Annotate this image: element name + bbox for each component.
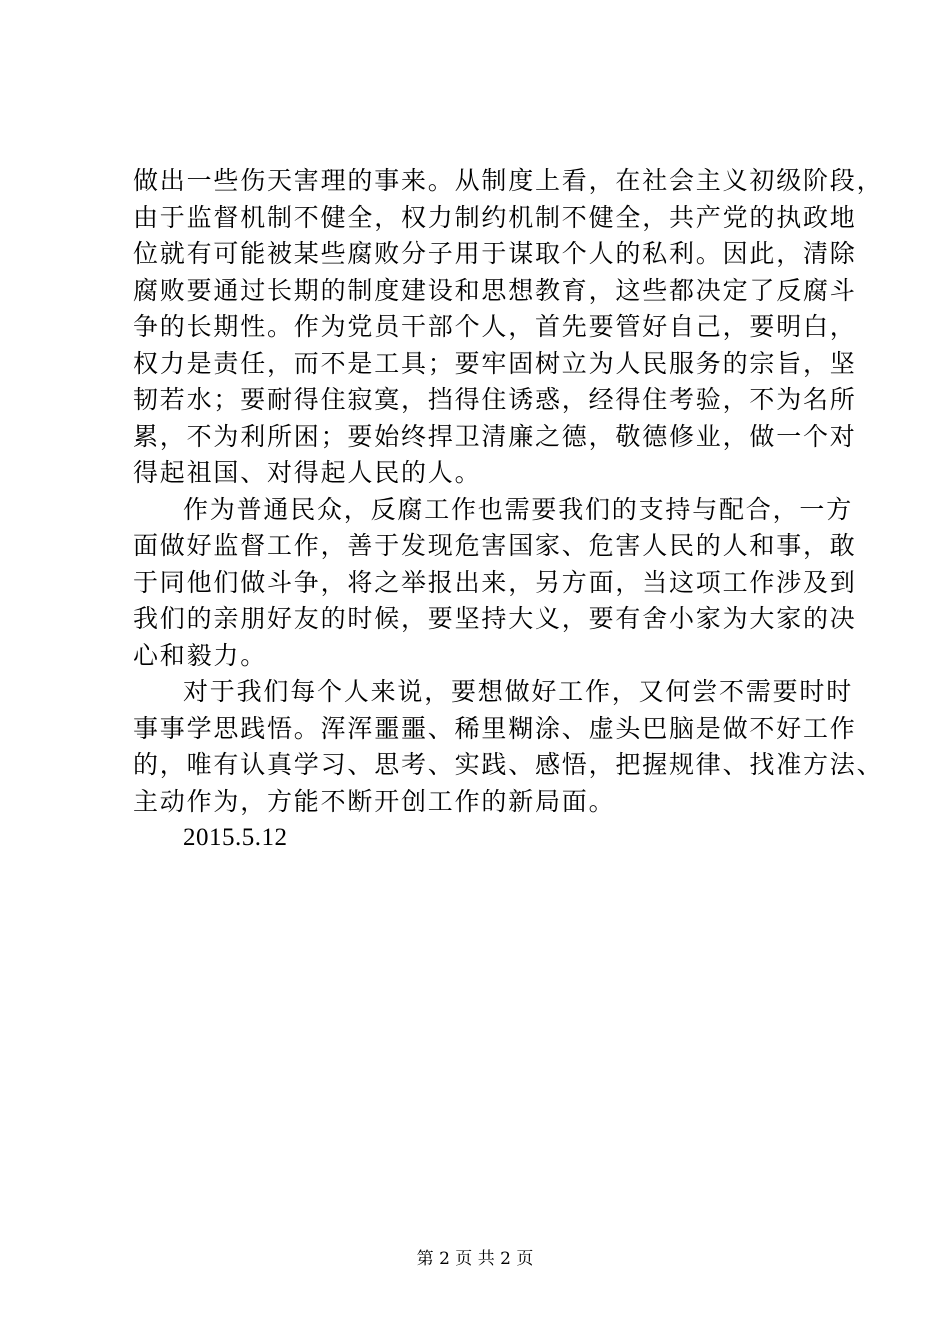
text-line: 腐败要通过长期的制度建设和思想教育，这些都决定了反腐斗 xyxy=(133,275,857,305)
page-footer: 第 2 页 共 2 页 xyxy=(416,1249,534,1269)
body-text xyxy=(133,163,884,857)
paragraph-start-line: 作为普通民众，反腐工作也需要我们的支持与配合，一方 xyxy=(183,494,854,524)
text-line: 主动作为，方能不断开创工作的新局面。 xyxy=(133,786,616,816)
text-line: 累，不为利所困；要始终捍卫清廉之德，敬德修业，做一个对 xyxy=(133,421,857,451)
text-line: 面做好监督工作，善于发现危害国家、危害人民的人和事，敢 xyxy=(133,531,857,560)
text-line: 做出一些伤天害理的事来。从制度上看，在社会主义初级阶段， xyxy=(133,166,884,195)
text-line: 争的长期性。作为党员干部个人，首先要管好自己，要明白， xyxy=(133,312,857,341)
text-line: 事事学思践悟。浑浑噩噩、稀里糊涂、虚头巴脑是做不好工作 xyxy=(133,713,857,743)
document-date: 2015.5.12 xyxy=(183,824,288,851)
text-line: 由于监督机制不健全，权力制约机制不健全，共产党的执政地 xyxy=(133,202,857,232)
paragraph-start-line: 对于我们每个人来说，要想做好工作，又何尝不需要时时 xyxy=(183,677,854,706)
text-line: 得起祖国、对得起人民的人。 xyxy=(133,458,482,487)
text-line: 权力是责任，而不是工具；要牢固树立为人民服务的宗旨，坚 xyxy=(133,348,857,378)
text-line: 心和毅力。 xyxy=(133,640,268,670)
text-line: 韧若水；要耐得住寂寞，挡得住诱惑，经得住考验，不为名所 xyxy=(133,385,857,414)
text-line: 于同他们做斗争，将之举报出来，另方面，当这项工作涉及到 xyxy=(133,567,857,597)
text-line: 位就有可能被某些腐败分子用于谋取个人的私利。因此，清除 xyxy=(133,239,857,268)
text-line: 的，唯有认真学习、思考、实践、感悟，把握规律、找准方法、 xyxy=(133,750,884,779)
text-line: 我们的亲朋好友的时候，要坚持大义，要有舍小家为大家的决 xyxy=(133,604,857,633)
